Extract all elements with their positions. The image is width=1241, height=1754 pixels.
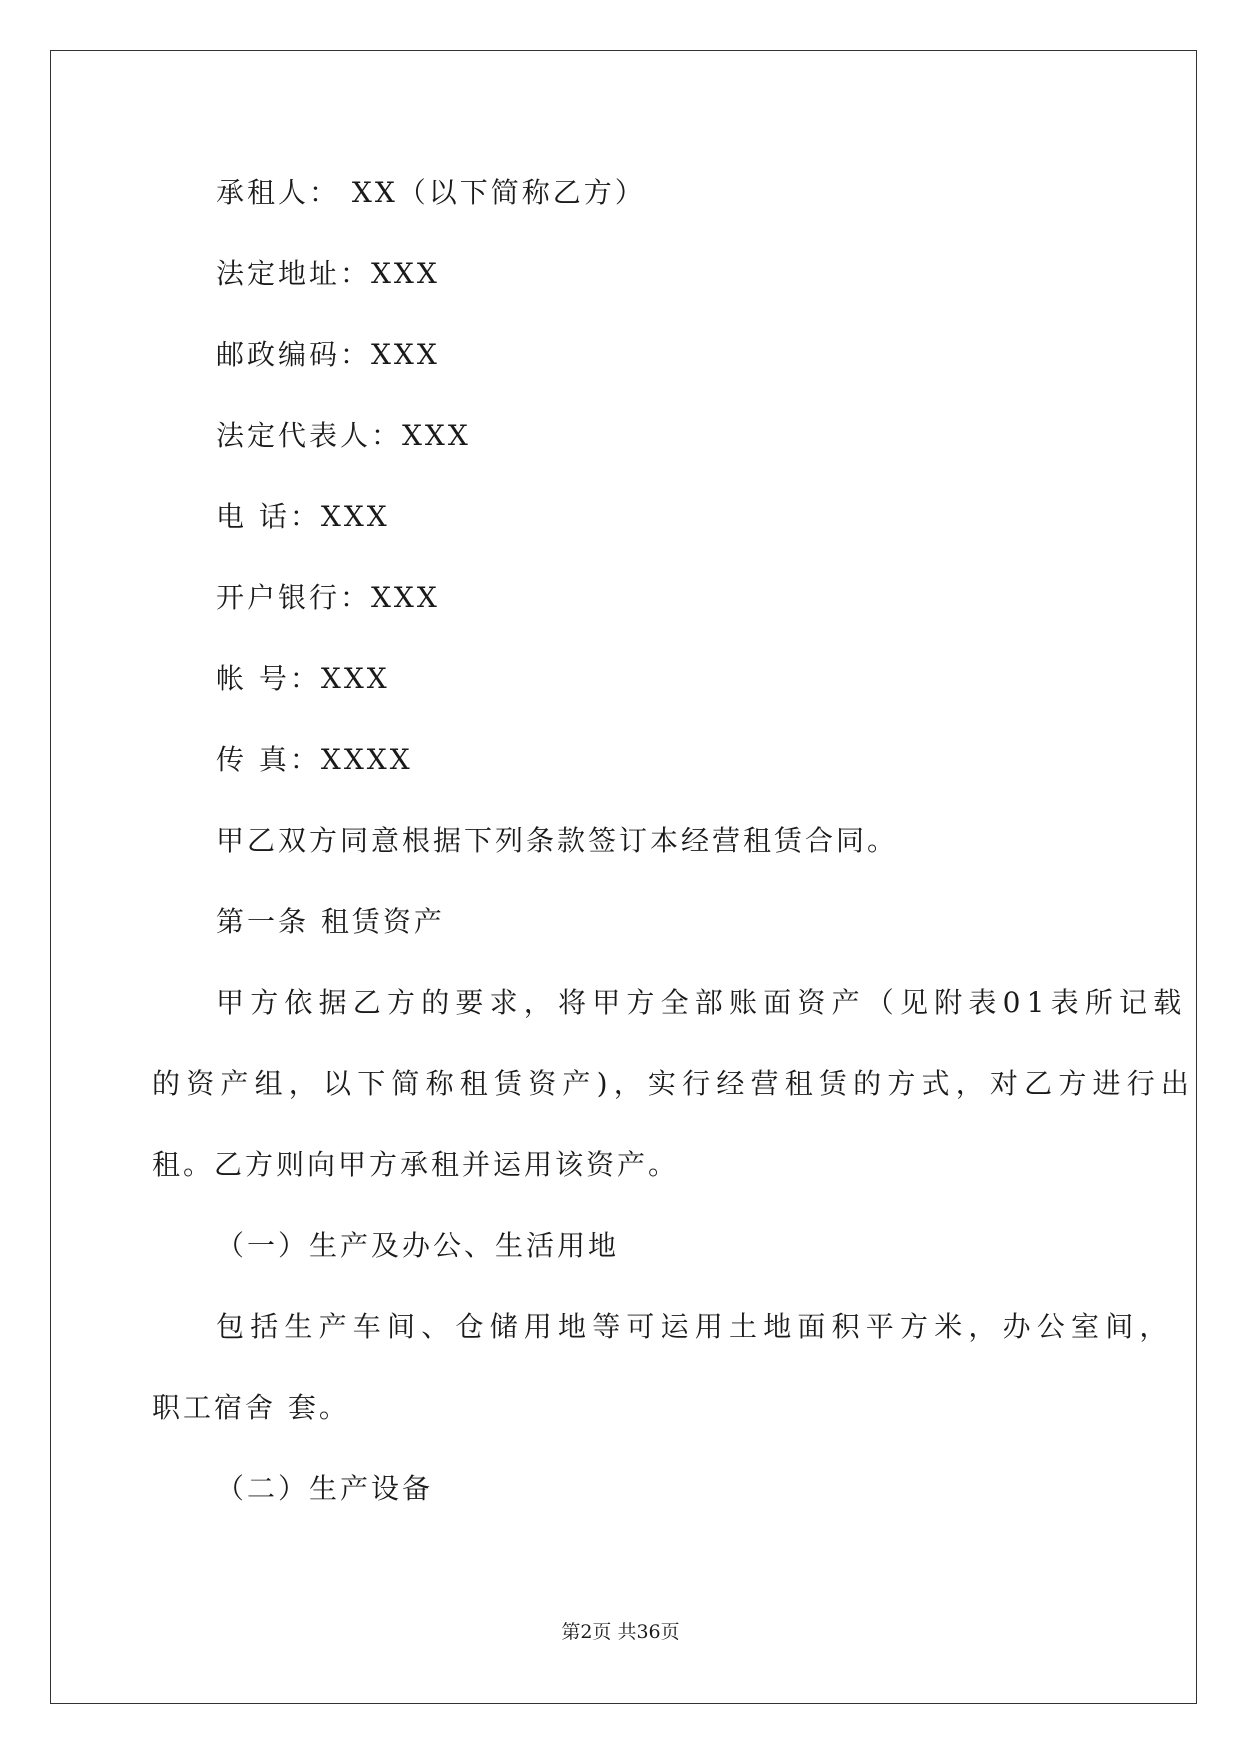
section-one-heading: （一）生产及办公、生活用地 (216, 1229, 620, 1262)
phone-line: 电 话：XXX (216, 500, 390, 533)
paragraph-line: 职工宿舍 套。 (152, 1391, 350, 1424)
paragraph-line: 租。乙方则向甲方承租并运用该资产。 (152, 1148, 680, 1181)
legal-representative-line: 法定代表人：XXX (216, 419, 471, 452)
fax-line: 传 真：XXXX (216, 743, 413, 776)
bank-line: 开户银行：XXX (216, 581, 440, 614)
article-one-heading: 第一条 租赁资产 (216, 905, 445, 938)
account-line: 帐 号：XXX (216, 662, 390, 695)
page-number: 第2页 共36页 (561, 1621, 680, 1643)
paragraph-line: 甲方依据乙方的要求，将甲方全部账面资产（见附表01表所记载 (216, 986, 1188, 1019)
paragraph-line: 包括生产车间、仓储用地等可运用土地面积平方米，办公室间， (216, 1310, 1174, 1343)
postal-code-line: 邮政编码：XXX (216, 338, 440, 371)
section-two-heading: （二）生产设备 (216, 1472, 434, 1505)
agreement-sentence: 甲乙双方同意根据下列条款签订本经营租赁合同。 (216, 824, 899, 857)
lessee-line: 承租人： XX（以下简称乙方） (216, 176, 646, 209)
page-border (50, 50, 1197, 1704)
legal-address-line: 法定地址：XXX (216, 257, 440, 290)
paragraph-line: 的资产组，以下简称租赁资产)，实行经营租赁的方式，对乙方进行出 (152, 1067, 1196, 1100)
